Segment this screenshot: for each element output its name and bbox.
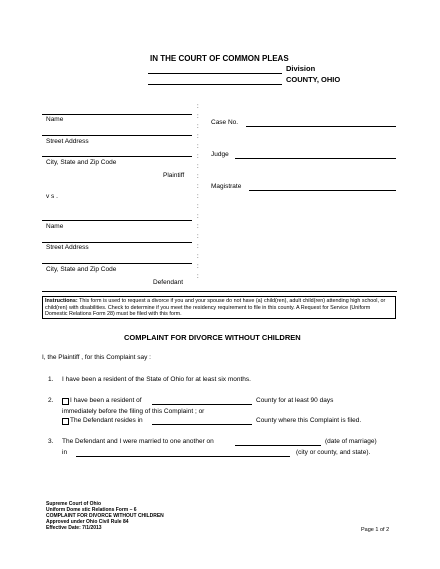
court-title: IN THE COURT OF COMMON PLEAS [150,54,289,63]
instructions-box [42,296,396,319]
item-1-number: 1. [48,376,54,383]
separator-colon: : [197,234,199,240]
defendant-county-checkbox[interactable] [62,418,69,425]
magistrate-label: Magistrate [211,183,242,190]
county-label: COUNTY, OHIO [286,75,341,84]
caption-top-line [42,114,192,115]
plaintiff-street-line[interactable] [42,156,192,157]
separator-colon: : [197,184,199,190]
case-no-field[interactable] [246,126,396,127]
resident-county-field[interactable] [152,404,252,405]
plaintiff-name-label: Name [46,116,64,123]
complaint-intro: I, the Plaintiff , for this Complaint say : [42,354,151,361]
defendant-role-label: Defendant [153,279,183,286]
item-3a-tail: (date of marriage) [325,438,377,445]
instructions-label: Instructions: [45,298,78,304]
footer-effective-date: Effective Date: 7/1/2013 [46,525,102,531]
marriage-place-field[interactable] [76,456,290,457]
division-line[interactable] [148,73,282,74]
separator-colon: : [197,204,199,210]
separator-colon: : [197,104,199,110]
county-line[interactable] [148,84,282,85]
item-2-number: 2. [48,397,54,404]
separator-colon: : [197,164,199,170]
versus-label: v s . [46,193,58,200]
item-2b-text: immediately before the filing of this Complaint ; or [62,408,205,415]
caption-bottom-line [42,291,397,292]
separator-colon: : [197,254,199,260]
item-3b-text: in [62,449,68,456]
item-3-number: 3. [48,438,54,445]
separator-colon: : [197,214,199,220]
defendant-street-line[interactable] [42,263,192,264]
footer-approval: Approved under Ohio Civil Rule 84 [46,519,129,525]
separator-colon: : [197,114,199,120]
separator-colon: : [197,194,199,200]
case-no-label: Case No. [211,119,239,126]
defendant-name-line[interactable] [42,242,192,243]
item-2c-tail: County where this Complaint is filed. [256,417,362,424]
defendant-county-field[interactable] [152,424,252,425]
division-label: Division [286,64,316,73]
item-2a-text: I have been a resident of [70,397,142,404]
plaintiff-city-label: City, State and Zip Code [46,159,117,166]
separator-colon: : [197,174,199,180]
separator-colon: : [197,154,199,160]
plaintiff-street-label: Street Address [46,138,89,145]
defendant-top-line [42,220,192,221]
defendant-city-label: City, State and Zip Code [46,266,117,273]
judge-field[interactable] [235,158,396,159]
plaintiff-role-label: Plaintiff [163,172,185,179]
item-3b-tail: (city or county, and state). [296,449,371,456]
judge-label: Judge [211,151,229,158]
separator-colon: : [197,124,199,130]
marriage-date-field[interactable] [235,445,321,446]
footer-form-number: Uniform Dome stic Relations Form – 6 [46,507,137,513]
footer-form-title: COMPLAINT FOR DIVORCE WITHOUT CHILDREN [46,513,164,519]
page-number: Page 1 of 2 [361,527,390,533]
separator-colon: : [197,264,199,270]
resident-county-checkbox[interactable] [62,398,69,405]
separator-colon: : [197,144,199,150]
item-2c-text: The Defendant resides in [70,417,143,424]
item-3a-text: The Defendant and I were married to one another on [62,438,214,445]
footer-court: Supreme Court of Ohio [46,501,101,507]
plaintiff-name-line[interactable] [42,135,192,136]
separator-colon: : [197,244,199,250]
separator-colon: : [197,274,199,280]
complaint-title: COMPLAINT FOR DIVORCE WITHOUT CHILDREN [124,333,301,342]
item-2a-tail: County for at least 90 days [256,397,334,404]
separator-colon: : [197,224,199,230]
defendant-name-label: Name [46,223,64,230]
defendant-street-label: Street Address [46,244,89,251]
magistrate-field[interactable] [249,190,396,191]
item-1-text: I have been a resident of the State of Ohio for at least six months. [62,376,251,383]
separator-colon: : [197,134,199,140]
instructions-text: This form is used to request a divorce if you and your spouse do not have (a) child(ren), adult child(ren) attending high school, or child(ren) with disabilities. Check to determine if you meet the residency requirement to file in this county. A Request for Service (Uniform Domestic Relations Form 28) must be filed with this form. [45,298,386,317]
